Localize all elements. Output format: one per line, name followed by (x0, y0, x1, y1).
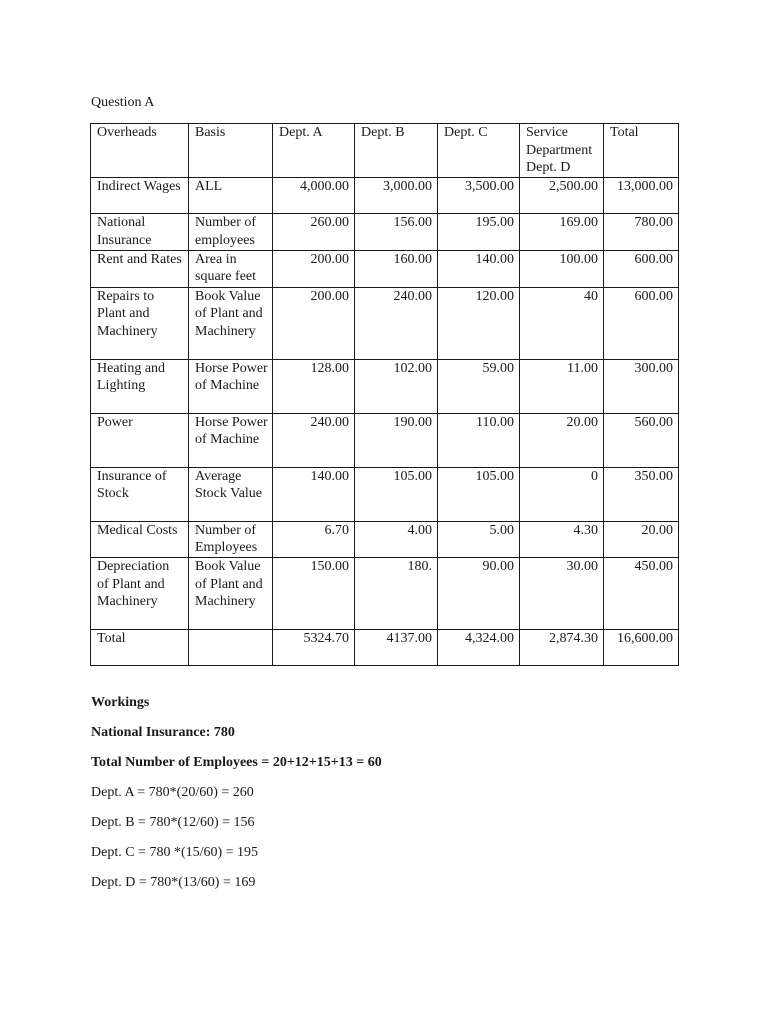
basis-cell: Number of employees (189, 214, 273, 250)
dept-a-cell: 128.00 (273, 359, 355, 413)
dept-d-cell: 100.00 (520, 250, 604, 287)
dept-c-cell: 120.00 (438, 287, 520, 359)
dept-c-cell: 140.00 (438, 250, 520, 287)
overhead-cell: Repairs to Plant and Machinery (91, 287, 189, 359)
dept-c-cell: 195.00 (438, 214, 520, 250)
dept-b-cell: 160.00 (355, 250, 438, 287)
overhead-cell: Total (91, 629, 189, 665)
total-cell: 450.00 (604, 557, 679, 629)
dept-c-cell: 5.00 (438, 521, 520, 557)
basis-cell: Book Value of Plant and Machinery (189, 287, 273, 359)
working-line: Dept. D = 780*(13/60) = 169 (91, 875, 256, 890)
table-total-row (91, 629, 679, 665)
total-cell: 350.00 (604, 467, 679, 521)
dept-b-cell: 190.00 (355, 413, 438, 467)
table-row (91, 214, 679, 250)
dept-a-cell: 240.00 (273, 413, 355, 467)
dept-c-cell: 105.00 (438, 467, 520, 521)
dept-c-cell: 4,324.00 (438, 629, 520, 665)
dept-d-cell: 2,874.30 (520, 629, 604, 665)
dept-b-cell: 105.00 (355, 467, 438, 521)
table-row (91, 467, 679, 521)
overhead-cell: Heating and Lighting (91, 359, 189, 413)
workings-title: Workings (91, 695, 150, 710)
overhead-cell: National Insurance (91, 214, 189, 250)
dept-a-cell: 200.00 (273, 287, 355, 359)
dept-b-cell: 4137.00 (355, 629, 438, 665)
total-cell: 560.00 (604, 413, 679, 467)
table-row (91, 521, 679, 557)
dept-a-cell: 6.70 (273, 521, 355, 557)
header-dept-c: Dept. C (438, 124, 520, 178)
overhead-cell: Rent and Rates (91, 250, 189, 287)
dept-b-cell: 156.00 (355, 214, 438, 250)
dept-b-cell: 180. (355, 557, 438, 629)
total-cell: 300.00 (604, 359, 679, 413)
header-overheads: Overheads (91, 124, 189, 178)
table-row (91, 287, 679, 359)
overhead-cell: Indirect Wages (91, 178, 189, 214)
dept-c-cell: 59.00 (438, 359, 520, 413)
dept-d-cell: 0 (520, 467, 604, 521)
basis-cell: ALL (189, 178, 273, 214)
dept-a-cell: 4,000.00 (273, 178, 355, 214)
dept-d-cell: 30.00 (520, 557, 604, 629)
question-heading: Question A (91, 95, 155, 110)
table-row (91, 250, 679, 287)
dept-d-cell: 20.00 (520, 413, 604, 467)
overhead-cell: Depreciation of Plant and Machinery (91, 557, 189, 629)
dept-b-cell: 240.00 (355, 287, 438, 359)
table-row (91, 178, 679, 214)
total-cell: 16,600.00 (604, 629, 679, 665)
basis-cell: Horse Power of Machine (189, 359, 273, 413)
dept-a-cell: 200.00 (273, 250, 355, 287)
dept-c-cell: 110.00 (438, 413, 520, 467)
overhead-cell: Insurance of Stock (91, 467, 189, 521)
total-cell: 600.00 (604, 250, 679, 287)
header-dept-b: Dept. B (355, 124, 438, 178)
dept-d-cell: 4.30 (520, 521, 604, 557)
dept-a-cell: 150.00 (273, 557, 355, 629)
table-header-row (91, 124, 679, 178)
basis-cell (189, 629, 273, 665)
dept-c-cell: 90.00 (438, 557, 520, 629)
total-cell: 20.00 (604, 521, 679, 557)
header-dept-a: Dept. A (273, 124, 355, 178)
total-cell: 780.00 (604, 214, 679, 250)
dept-a-cell: 140.00 (273, 467, 355, 521)
dept-b-cell: 4.00 (355, 521, 438, 557)
overhead-cell: Power (91, 413, 189, 467)
overhead-cell: Medical Costs (91, 521, 189, 557)
dept-b-cell: 3,000.00 (355, 178, 438, 214)
dept-a-cell: 5324.70 (273, 629, 355, 665)
header-dept-d: Service Department Dept. D (520, 124, 604, 178)
total-cell: 13,000.00 (604, 178, 679, 214)
dept-a-cell: 260.00 (273, 214, 355, 250)
basis-cell: Number of Employees (189, 521, 273, 557)
dept-b-cell: 102.00 (355, 359, 438, 413)
working-line: Dept. B = 780*(12/60) = 156 (91, 815, 255, 830)
dept-d-cell: 11.00 (520, 359, 604, 413)
table-row (91, 359, 679, 413)
total-cell: 600.00 (604, 287, 679, 359)
basis-cell: Horse Power of Machine (189, 413, 273, 467)
basis-cell: Average Stock Value (189, 467, 273, 521)
dept-d-cell: 2,500.00 (520, 178, 604, 214)
employees-line: Total Number of Employees = 20+12+15+13 = 60 (91, 755, 382, 770)
workings-section (91, 694, 382, 904)
header-total: Total (604, 124, 679, 178)
dept-d-cell: 169.00 (520, 214, 604, 250)
working-line: Dept. A = 780*(20/60) = 260 (91, 785, 254, 800)
table-row (91, 557, 679, 629)
dept-d-cell: 40 (520, 287, 604, 359)
table-row (91, 413, 679, 467)
working-line: Dept. C = 780 *(15/60) = 195 (91, 845, 259, 860)
basis-cell: Area in square feet (189, 250, 273, 287)
workings-subtitle: National Insurance: 780 (91, 725, 235, 740)
basis-cell: Book Value of Plant and Machinery (189, 557, 273, 629)
overheads-table (90, 123, 679, 666)
dept-c-cell: 3,500.00 (438, 178, 520, 214)
header-basis: Basis (189, 124, 273, 178)
